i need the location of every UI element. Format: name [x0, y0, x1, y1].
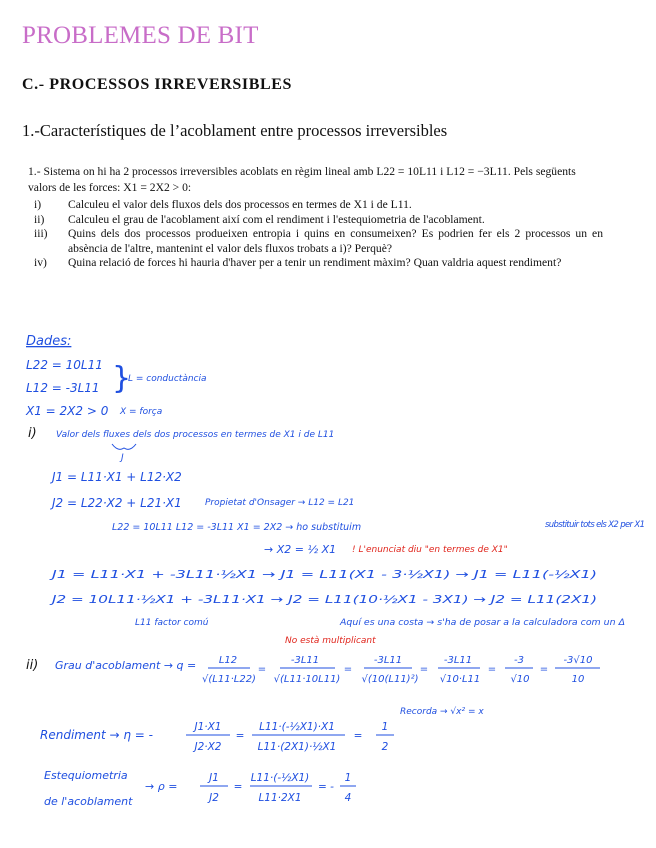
svg-text:→ ρ =: → ρ =: [145, 780, 178, 793]
notes-brace: }: [112, 361, 132, 396]
esteq-block: [44, 769, 356, 808]
q-den: √(L11·10L11): [273, 674, 341, 685]
eq-j2: J2 = L22·X2 + L21·X1: [52, 496, 182, 510]
rho-num: J1: [209, 772, 219, 784]
esteq-label-1: Estequiometria: [44, 769, 128, 782]
notes-x1: X1 = 2X2 > 0: [26, 404, 109, 418]
svg-text:= -: = -: [318, 781, 334, 793]
page-header: PROBLEMES DE BIT: [22, 22, 259, 49]
question-list: [28, 198, 603, 271]
svg-text:=: =: [539, 664, 549, 675]
notes-forca: X = força: [120, 407, 163, 417]
q-num: -3L11: [290, 655, 320, 666]
rendiment-block: [40, 721, 394, 753]
subst-note: substituir tots els X2 per X1: [545, 520, 645, 530]
svg-text:=: =: [343, 664, 353, 675]
q-num: -3: [514, 655, 524, 666]
question-number: i): [34, 198, 42, 211]
eta-num: L11·(-½X1)·X1: [259, 721, 335, 733]
q-num: -3L11: [373, 655, 403, 666]
x2-eq: → X2 = ½ X1: [264, 543, 337, 556]
j1-line: J1 = L11·X1 + -3L11·½X1 → J1 = L11(X1 - 3·½X1) → J1 = L11(-½X1): [49, 568, 597, 581]
question-number: ii): [34, 212, 45, 226]
rho-den: L11·2X1: [258, 792, 302, 804]
q-den: √10·L11: [439, 674, 481, 685]
q-den: 10: [571, 674, 585, 685]
q-den: √(L11·L22): [202, 674, 256, 685]
rendiment-label: Rendiment → η = -: [40, 728, 153, 742]
svg-text:=: =: [257, 664, 267, 675]
subs-line: L22 = 10L11 L12 = -3L11 X1 = 2X2 → ho substituim: [112, 522, 362, 533]
rho-den: J2: [209, 792, 219, 804]
onsager-note: Propietat d'Onsager → L12 = L21: [205, 498, 355, 508]
eta-den: L11·(2X1)·½X1: [257, 741, 337, 753]
svg-text:=: =: [419, 664, 429, 675]
svg-text:=: =: [353, 730, 363, 742]
question-item: [28, 213, 603, 228]
question-text: Quins dels dos processos produeixen entropia i quins en consumeixen? Es podrien fer els 2 processos un en absència de l'altre, mantenint el valor dels fluxos trobats a i)? Perquè?: [68, 227, 603, 255]
notes-l12: L12 = -3L11: [26, 381, 100, 395]
question-item: [28, 227, 603, 256]
j2-line: J2 = 10L11·½X1 + -3L11·X1 → J2 = L11(10·½X1 - 3X1) → J2 = L11(2X1): [49, 593, 597, 606]
question-number: iv): [34, 256, 47, 269]
q-num: L12: [218, 655, 238, 666]
no-mult-note: No està multiplicant: [285, 636, 376, 646]
part-i-label: i): [28, 426, 37, 441]
question-item: [28, 256, 603, 271]
rho-den: 4: [344, 792, 352, 804]
recorda-note: Recorda → √x² = x: [400, 707, 484, 717]
eta-den: J2·X2: [194, 741, 222, 753]
q-den: √(10(L11)²): [361, 674, 419, 685]
factor-comu: L11 factor comú: [135, 618, 209, 628]
q-chain: [202, 655, 600, 685]
handwritten-notes: [0, 320, 656, 840]
part-ii-label: ii): [26, 658, 39, 673]
notes-conductancia: L = conductància: [128, 374, 207, 384]
svg-text:=: =: [235, 730, 245, 742]
problem-intro: 1.- Sistema on hi ha 2 processos irreversibles acoblats en règim lineal amb L22 = 10L11 i L12 = −3L11. Pels següents valors de les forces: X1 = 2X2 > 0:: [28, 165, 576, 194]
notes-l22: L22 = 10L11: [26, 358, 103, 372]
eta-num: 1: [381, 721, 389, 733]
problem-statement: [28, 164, 603, 271]
rho-num: L11·(-½X1): [250, 772, 310, 784]
j-label: J: [121, 453, 124, 463]
q-num: -3L11: [443, 655, 473, 666]
eta-num: J1·X1: [194, 721, 222, 733]
question-item: [28, 198, 603, 213]
question-number: iii): [34, 227, 48, 240]
eq-j1: J1 = L11·X1 + L12·X2: [52, 470, 182, 484]
grau-label: Grau d'acoblament → q =: [55, 659, 197, 672]
svg-text:=: =: [233, 781, 243, 793]
question-text: Quina relació de forces hi hauria d'haver per a tenir un rendiment màxim? Quan valdria aquest rendiment?: [68, 256, 562, 269]
part-i-text: Valor dels fluxes dels dos processos en termes de X1 i de L11: [56, 430, 335, 440]
eta-den: 2: [381, 741, 389, 753]
question-text: Calculeu el grau de l'acoblament així com el rendiment i l'estequiometria de l'acoblament.: [68, 212, 485, 226]
q-num: -3√10: [563, 655, 593, 666]
enunciat-note: ! L'enunciat diu "en termes de X1": [352, 545, 508, 555]
subsection-title: 1.-Característiques de l’acoblament entre processos irreversibles: [22, 121, 448, 140]
underbrace: [112, 444, 136, 449]
costa-note: Aquí es una costa → s'ha de posar a la calculadora com un Δ: [338, 618, 625, 628]
section-title: C.- PROCESSOS IRREVERSIBLES: [22, 76, 293, 93]
rho-num: 1: [344, 772, 352, 784]
question-text: Calculeu el valor dels fluxos dels dos processos en termes de X1 i de L11.: [68, 198, 412, 211]
svg-text:=: =: [487, 664, 497, 675]
esteq-label-2: de l'acoblament: [44, 795, 133, 808]
notes-dades: Dades:: [26, 334, 72, 349]
q-den: √10: [510, 674, 530, 685]
